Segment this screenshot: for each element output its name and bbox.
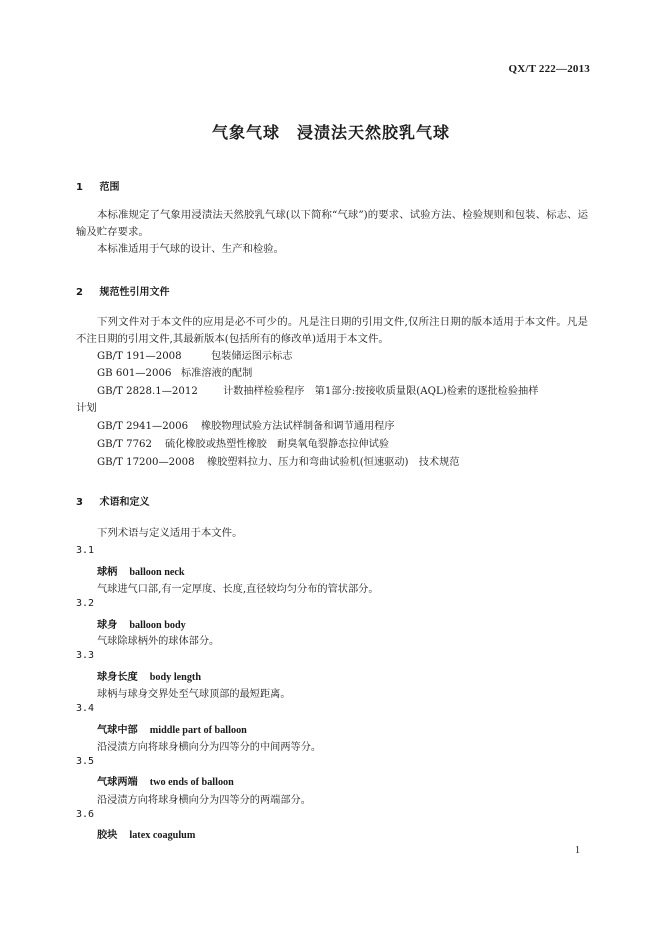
reference-item — [97, 383, 588, 400]
section-title: 术语和定义 — [99, 497, 150, 508]
reference-code: GB 601—2006 — [97, 368, 172, 379]
reference-item — [97, 418, 395, 435]
reference-title: 包装储运图示标志 — [211, 351, 293, 362]
term-name — [97, 563, 185, 578]
term-en: latex coagulum — [129, 830, 196, 841]
term-en: balloon body — [129, 620, 186, 631]
term-number: 3.1 — [76, 545, 95, 556]
page-number: 1 — [575, 845, 580, 856]
reference-continuation: 计划 — [76, 402, 97, 414]
term-definition: 气球进气口部,有一定厚度、长度,直径较均匀分布的管状部分。 — [97, 584, 379, 595]
scope-paragraph-1: 本标准规定了气象用浸渍法天然胶乳气球(以下简称“气球”)的要求、试验方法、检验规则和包装、标志、运输及贮存要求。 — [76, 209, 588, 238]
term-name — [97, 721, 247, 736]
term-number: 3.6 — [76, 809, 95, 820]
term-zh: 球身 — [97, 620, 118, 631]
reference-code: GB/T 17200—2008 — [97, 457, 195, 468]
section-3-heading — [76, 493, 149, 508]
section-number: 3 — [76, 497, 83, 508]
reference-title: 标准溶液的配制 — [181, 368, 253, 379]
reference-item — [97, 365, 252, 382]
term-number: 3.5 — [76, 756, 95, 767]
term-number: 3.2 — [76, 598, 95, 609]
term-en: balloon neck — [129, 567, 185, 578]
reference-code: GB/T 2828.1—2012 — [97, 386, 198, 397]
term-zh: 胶块 — [97, 830, 118, 841]
reference-code: GB/T 7762 — [97, 439, 153, 450]
section-number: 1 — [76, 182, 83, 193]
reference-code: GB/T 2941—2006 — [97, 421, 189, 432]
section-title: 范围 — [99, 182, 120, 193]
term-name — [97, 668, 201, 683]
term-en: body length — [149, 672, 201, 683]
term-definition: 气球除球柄外的球体部分。 — [97, 636, 220, 647]
scope-paragraph-2: 本标准适用于气球的设计、生产和检验。 — [97, 243, 285, 255]
term-en: middle part of balloon — [149, 725, 247, 736]
section-1-heading — [76, 178, 119, 193]
section-title: 规范性引用文件 — [99, 287, 170, 298]
term-definition: 球柄与球身交界处至气球顶部的最短距离。 — [97, 689, 291, 700]
term-zh: 气球中部 — [97, 725, 138, 736]
reference-item — [97, 436, 389, 453]
references-intro-paragraph: 下列文件对于本文件的应用是必不可少的。凡是注日期的引用文件,仅所注日期的版本适用于本文件。凡是不注日期的引用文件,其最新版本(包括所有的修改单)适用于本文件。 — [76, 316, 588, 345]
reference-title: 橡胶塑料拉力、压力和弯曲试验机(恒速驱动) 技术规范 — [207, 457, 460, 468]
section-number: 2 — [76, 287, 83, 298]
term-zh: 球柄 — [97, 567, 118, 578]
term-name — [97, 773, 234, 788]
reference-title: 橡胶物理试验方法试样制备和调节通用程序 — [201, 421, 395, 432]
standard-code: QX/T 222—2013 — [508, 63, 590, 75]
term-name — [97, 826, 195, 841]
reference-title: 硫化橡胶或热塑性橡胶 耐臭氧龟裂静态拉伸试验 — [165, 439, 390, 450]
reference-item — [97, 348, 293, 365]
document-title: 气象气球 浸渍法天然胶乳气球 — [211, 123, 450, 142]
term-en: two ends of balloon — [149, 777, 234, 788]
reference-item — [97, 454, 459, 471]
term-zh: 球身长度 — [97, 672, 138, 683]
term-definition: 沿浸渍方向将球身横向分为四等分的两端部分。 — [97, 795, 311, 806]
term-zh: 气球两端 — [97, 777, 138, 788]
terms-intro-paragraph: 下列术语与定义适用于本文件。 — [97, 527, 243, 539]
reference-title: 计数抽样检验程序 第1部分:按接收质量限(AQL)检索的逐批检验抽样 — [223, 386, 539, 397]
reference-code: GB/T 191—2008 — [97, 351, 182, 362]
term-name — [97, 616, 186, 631]
term-definition: 沿浸渍方向将球身横向分为四等分的中间两等分。 — [97, 742, 322, 753]
term-number: 3.3 — [76, 650, 95, 661]
term-number: 3.4 — [76, 703, 95, 714]
section-2-heading — [76, 283, 169, 298]
